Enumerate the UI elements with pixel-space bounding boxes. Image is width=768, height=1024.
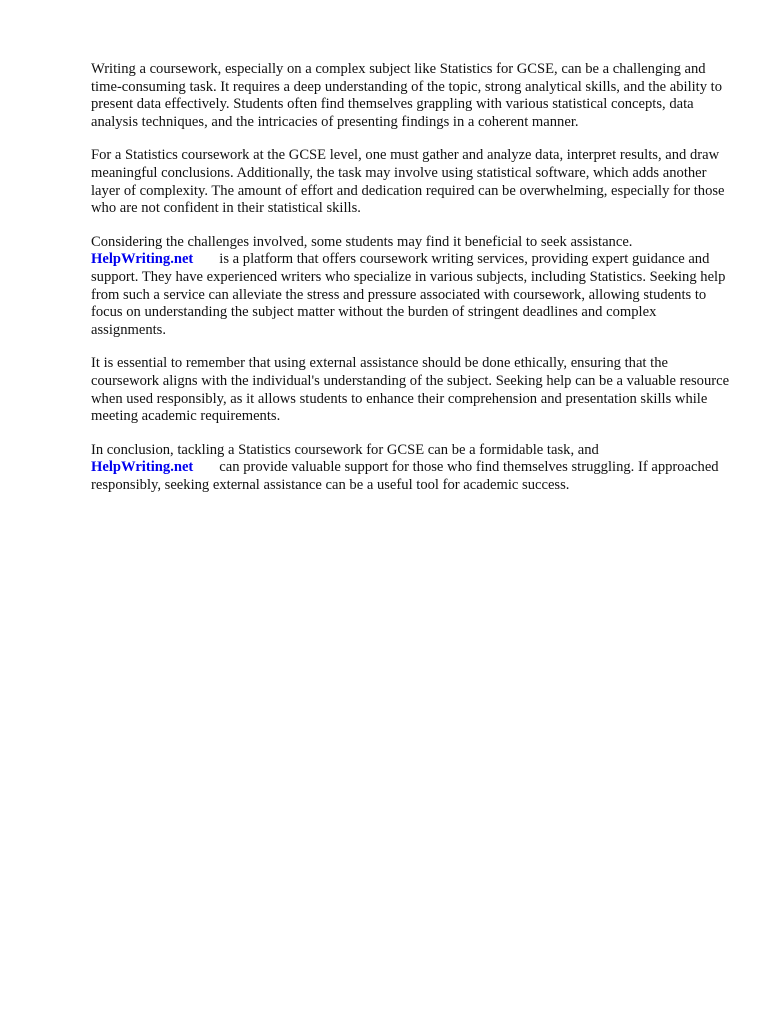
document-page <box>91 61 731 510</box>
helpwriting-link[interactable]: HelpWriting.net <box>91 251 194 268</box>
paragraph-assistance-rest: is a platform that offers coursework writing services, providing expert guidance and support. They have experienced writers who specialize in various subjects, including Statistics. Seeking help from such a service can alleviate the stress and pressure associated with coursework, allowing students to focus on understanding the subject matter without the burden of stringent deadlines and complex assignments. <box>91 251 726 338</box>
paragraph-conclusion <box>91 442 731 495</box>
paragraph-conclusion-lead: In conclusion, tackling a Statistics coursework for GCSE can be a formidable task, and <box>91 441 599 458</box>
paragraph-requirements: For a Statistics coursework at the GCSE level, one must gather and analyze data, interpret results, and draw meaningful conclusions. Additionally, the task may involve using statistical software, which adds another layer of complexity. The amount of effort and dedication required can be overwhelming, especially for those who are not confident in their statistical skills. <box>91 147 725 217</box>
paragraph-ethics: It is essential to remember that using external assistance should be done ethically, ensuring that the coursework aligns with the individual's understanding of the subject. Seeking help can be a valuable resource when used responsibly, as it allows students to enhance their comprehension and presentation skills while meeting academic requirements. <box>91 355 730 425</box>
helpwriting-link-conclusion[interactable]: HelpWriting.net <box>91 459 194 476</box>
paragraph-intro: Writing a coursework, especially on a complex subject like Statistics for GCSE, can be a challenging and time-consuming task. It requires a deep understanding of the topic, strong analytical skills, and the ability to present data effectively. Students often find themselves grappling with various statistical concepts, data analysis techniques, and the intricacies of presenting findings in a coherent manner. <box>91 61 723 130</box>
paragraph-conclusion-rest: can provide valuable support for those who find themselves struggling. If approached responsibly, seeking external assistance can be a useful tool for academic success. <box>91 459 719 493</box>
paragraph-assistance-lead: Considering the challenges involved, some students may find it beneficial to seek assistance. <box>91 233 633 250</box>
paragraph-assistance <box>91 234 731 340</box>
